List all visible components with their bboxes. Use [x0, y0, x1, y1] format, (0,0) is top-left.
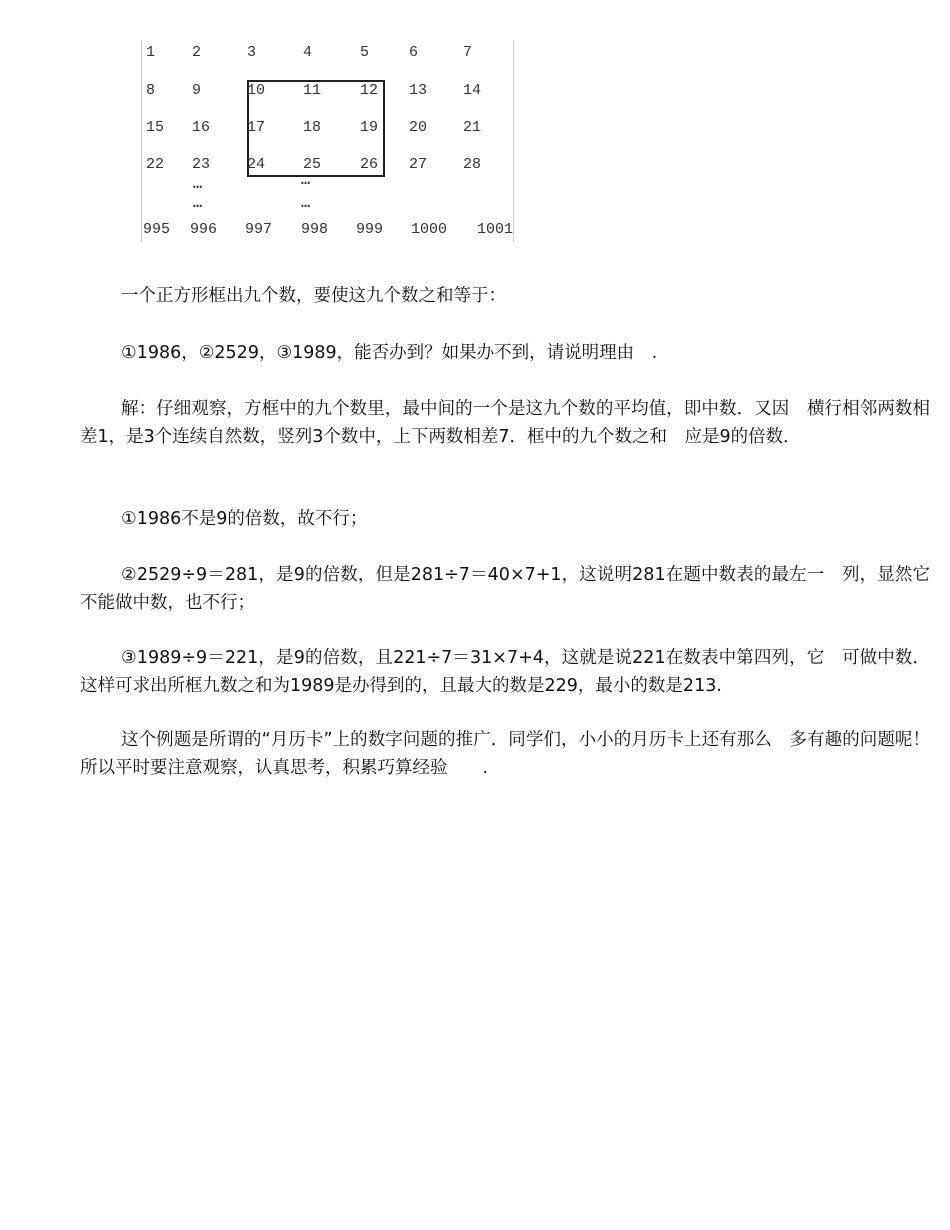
- number-cell: 10: [247, 82, 266, 99]
- number-cell: 28: [463, 156, 482, 173]
- ellipsis-dots: …: [301, 195, 312, 212]
- number-cell: 997: [245, 221, 273, 238]
- ellipsis-dots: …: [301, 172, 312, 189]
- number-table-figure: [141, 40, 514, 242]
- number-cell: 21: [463, 119, 482, 136]
- number-cell: 20: [409, 119, 428, 136]
- ellipsis-dots: …: [193, 195, 204, 212]
- number-cell: 12: [360, 82, 379, 99]
- number-cell: 17: [247, 119, 266, 136]
- number-cell: 3: [247, 44, 257, 61]
- number-cell: 995: [143, 221, 171, 238]
- number-cell: 9: [192, 82, 202, 99]
- number-cell: 14: [463, 82, 482, 99]
- answer-case-1: ①1986不是9的倍数，故不行；: [121, 509, 368, 529]
- number-cell: 26: [360, 156, 379, 173]
- right-border-line: [513, 40, 514, 242]
- answer-case-2: ②2529÷9＝281，是9的倍数，但是281÷7＝40×7+1，这说明281在题中数表的最左一 列，显然它不能做中数，也不行；: [80, 565, 930, 613]
- number-cell: 2: [192, 44, 202, 61]
- number-cell: 19: [360, 119, 379, 136]
- left-border-line: [141, 40, 142, 242]
- number-cell: 16: [192, 119, 211, 136]
- number-cell: 4: [303, 44, 313, 61]
- number-cell: 18: [303, 119, 322, 136]
- number-cell: 7: [463, 44, 473, 61]
- number-cell: 23: [192, 156, 211, 173]
- number-cell: 13: [409, 82, 428, 99]
- answer-case-3: ③1989÷9＝221，是9的倍数，且221÷7＝31×7+4，这就是说221在数表中第四列，它 可做中数．这样可求出所框九数之和为1989是办得到的，且最大的数是229，最小的数是213.: [80, 648, 930, 696]
- number-cell: 27: [409, 156, 428, 173]
- number-cell: 996: [190, 221, 218, 238]
- number-cell: 24: [247, 156, 266, 173]
- number-cell: 1: [146, 44, 156, 61]
- number-cell: 999: [356, 221, 384, 238]
- question-intro: 一个正方形框出九个数，要使这九个数之和等于：: [121, 286, 506, 306]
- number-cell: 15: [146, 119, 165, 136]
- number-cell: 5: [360, 44, 370, 61]
- solution-explanation: 解：仔细观察，方框中的九个数里，最中间的一个是这九个数的平均值，即中数．又因 横行相邻两数相差1，是3个连续自然数，竖列3个数中，上下两数相差7．框中的九个数之和 应是9的倍数．: [80, 399, 930, 447]
- closing-remark: 这个例题是所谓的“月历卡”上的数字问题的推广．同学们，小小的月历卡上还有那么 多有趣的问题呢！所以平时要注意观察，认真思考，积累巧算经验 .: [80, 730, 930, 778]
- number-cell: 1001: [477, 221, 514, 238]
- number-cell: 11: [303, 82, 322, 99]
- number-cell: 22: [146, 156, 165, 173]
- number-cell: 1000: [411, 221, 448, 238]
- number-cell: 998: [301, 221, 329, 238]
- ellipsis-dots: …: [193, 176, 204, 193]
- number-cell: 8: [146, 82, 156, 99]
- number-cell: 6: [409, 44, 419, 61]
- question-targets: ①1986，②2529，③1989，能否办到？如果办不到，请说明理由 .: [121, 343, 658, 363]
- number-cell: 25: [303, 156, 322, 173]
